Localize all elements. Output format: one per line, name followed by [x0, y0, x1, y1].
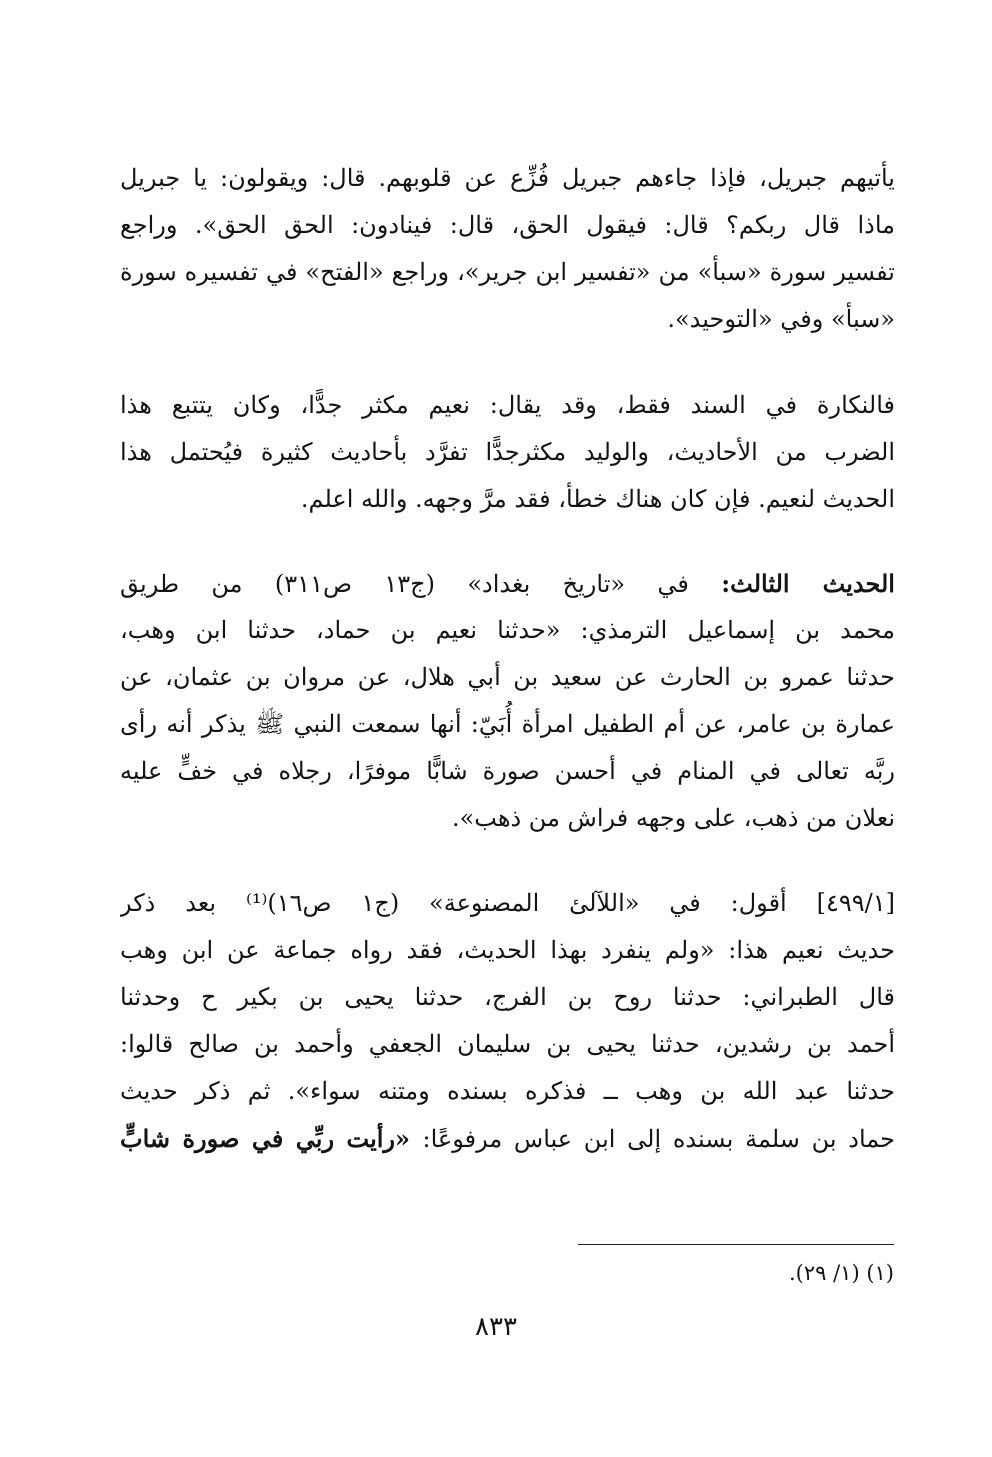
text-line: [٤٩٩/١] أقول: في «اللآلئ المصنوعة» (ج١ ص١٦)⁽¹⁾ بعد ذكر [120, 889, 895, 917]
text-span: حماد بن سلمة بسنده إلى ابن عباس مرفوعًا: [422, 1125, 895, 1153]
text-span: في «تاريخ بغداد» (ج١٣ ص٣١١) من طريق [120, 570, 722, 598]
paragraph-2 [120, 382, 895, 523]
text-line-with-heading [120, 560, 895, 607]
footnote-divider [578, 1244, 894, 1245]
page-number: ٨٣٣ [475, 1312, 517, 1342]
text-line: محمد بن إسماعيل الترمذي: «حدثنا نعيم بن حماد، حدثنا ابن وهب، [120, 616, 895, 644]
text-line: قال الطبراني: حدثنا روح بن الفرج، حدثنا يحيى بن بكير ح وحدثنا [120, 983, 895, 1011]
text-line: حدثنا عمرو بن الحارث عن سعيد بن أبي هلال، عن مروان بن عثمان، عن [120, 663, 895, 691]
bold-quote: «رأيت ربِّي في صورة شابٍّ [120, 1124, 423, 1153]
paragraph-4 [120, 880, 895, 1162]
text-line: يأتيهم جبريل، فإذا جاءهم جبريل فُزِّع عن قلوبهم. قال: ويقولون: يا جبريل [120, 164, 895, 192]
text-line: «سبأ» وفي «التوحيد». [667, 305, 895, 333]
text-line: تفسير سورة «سبأ» من «تفسير ابن جرير»، وراجع «الفتح» في تفسيره سورة [120, 258, 895, 286]
text-line: نعلان من ذهب، على وجهه فراش من ذهب». [451, 804, 895, 832]
text-line: أحمد بن رشدين، حدثنا يحيى بن سليمان الجعفي وأحمد بن صالح قالوا: [120, 1030, 895, 1058]
paragraph-1 [120, 155, 895, 343]
footnote: (١) (١/ ٢٩). [788, 1261, 894, 1285]
text-line: فالنكارة في السند فقط، وقد يقال: نعيم مكثر جدًّا، وكان يتتبع هذا [120, 391, 895, 419]
text-line: ربَّه تعالى في المنام في أحسن صورة شابًّا موفرًا، رجلاه في خفٍّ عليه [120, 757, 895, 785]
text-line: الضرب من الأحاديث، والوليد مكثرجدًّا تفرَّد بأحاديث كثيرة فيُحتمل هذا [120, 438, 895, 466]
paragraph-3 [120, 560, 895, 842]
text-line-with-bold-tail [120, 1115, 895, 1162]
text-line: ماذا قال ربكم؟ قال: فيقول الحق، قال: فينادون: الحق الحق». وراجع [120, 211, 895, 239]
text-line: عمارة بن عامر، عن أم الطفيل امرأة أُبَيّ: أنها سمعت النبي ﷺ يذكر أنه رأى [120, 710, 895, 738]
section-heading: الحديث الثالث: [721, 569, 895, 598]
text-line: حدثنا عبد الله بن وهب ــ فذكره بسنده ومتنه سواء». ثم ذكر حديث [120, 1077, 895, 1105]
text-line: حديث نعيم هذا: «ولم ينفرد بهذا الحديث، فقد رواه جماعة عن ابن وهب [120, 936, 895, 964]
text-line: الحديث لنعيم. فإن كان هناك خطأ، فقد مرَّ وجهه. والله اعلم. [300, 485, 895, 513]
